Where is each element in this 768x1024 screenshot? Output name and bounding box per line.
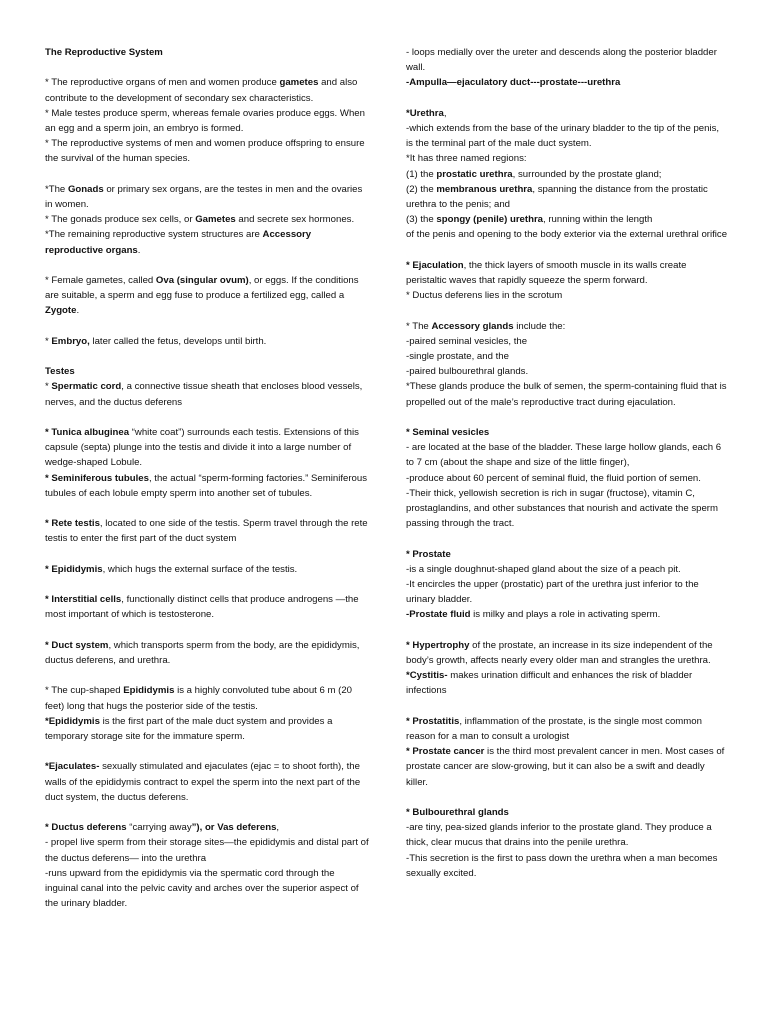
text-run: * Ductus deferens lies in the scrotum	[406, 290, 563, 302]
paragraph	[45, 106, 370, 136]
bold-term: * Tunica albuginea	[45, 426, 130, 438]
bold-term: Embryo,	[51, 335, 90, 347]
paragraph	[45, 516, 370, 546]
text-run: , which transports sperm from the body, are the epididymis, ductus deferens, and urethra.	[45, 639, 360, 666]
paragraph	[45, 182, 370, 212]
paragraph	[406, 471, 728, 486]
paragraph	[406, 851, 728, 881]
bold-term: * Prostate	[406, 548, 451, 560]
paragraph	[406, 486, 728, 532]
text-run: , inflammation of the prostate, is the single most common reason for a man to consult a urologist	[406, 715, 702, 743]
text-run: * The reproductive systems of men and women produce offspring to ensure the survival of the human species.	[45, 138, 365, 165]
text-run: is the first part of the male duct system and provides a temporary storage site for the immature sperm.	[45, 715, 333, 742]
bold-term: * Ejaculation	[406, 259, 464, 271]
bold-term: * Duct system	[45, 639, 109, 651]
text-run: *These glands produce the bulk of semen, the sperm-containing fluid that is propelled out of the male’s reproductive tract during ejaculation.	[406, 381, 727, 408]
text-run: -is a single doughnut-shaped gland about the size of a peach pit.	[406, 563, 681, 575]
paragraph	[45, 212, 370, 227]
paragraph	[406, 547, 728, 562]
text-run: , functionally distinct cells that produce androgens —the most important of which is testosterone.	[45, 594, 359, 621]
text-run: is the third most prevalent cancer in men. Most cases of prostate cancer are slow-growing, but it can also be a swift and deadly killer.	[406, 746, 725, 788]
text-run: *	[45, 335, 52, 347]
paragraph	[406, 379, 728, 409]
bold-term: * Interstitial cells	[45, 594, 122, 606]
paragraph	[406, 106, 728, 121]
paragraph	[45, 820, 370, 835]
paragraph	[406, 121, 728, 151]
text-run: *The	[45, 183, 68, 195]
paragraph	[45, 471, 370, 501]
paragraph	[406, 212, 728, 227]
left-column	[45, 45, 370, 911]
bold-term: ”), or Vas deferens	[191, 822, 277, 834]
bold-term: * Rete testis	[45, 518, 100, 530]
paragraph	[45, 835, 370, 865]
text-run: * The	[406, 320, 432, 332]
bold-term: Accessory reproductive organs	[45, 229, 312, 256]
text-run: (2) the	[406, 183, 437, 195]
text-run: - are located at the base of the bladder. These large hollow glands, each 6 to 7 cm (about the shape and size of the little finger),	[406, 442, 722, 469]
text-run: is milky and plays a role in activating sperm.	[470, 609, 661, 621]
text-run: , a connective tissue sheath that encloses blood vessels, nerves, and the ductus deferens	[45, 381, 363, 408]
text-run: later called the fetus, develops until birth.	[89, 335, 267, 347]
paragraph	[406, 638, 728, 668]
paragraph	[45, 562, 370, 577]
text-run: (3) the	[406, 214, 437, 226]
paragraph	[406, 562, 728, 577]
text-run: ,	[443, 107, 447, 119]
text-run: include the:	[513, 320, 566, 332]
text-run: -single prostate, and the	[406, 351, 509, 363]
text-run: , spanning the distance from the prostatic urethra to the penis; and	[406, 183, 708, 211]
text-run: -are tiny, pea-sized glands inferior to the prostate gland. They produce a thick, clear mucus that drains into the penile urethra.	[406, 822, 712, 849]
bold-term: Accessory glands	[431, 320, 514, 332]
paragraph	[406, 820, 728, 850]
text-run: - loops medially over the ureter and descends along the posterior bladder wall.	[406, 47, 717, 74]
paragraph	[406, 151, 728, 166]
paragraph	[406, 714, 728, 744]
paragraph	[406, 425, 728, 440]
paragraph	[45, 425, 370, 471]
bold-term: -Ampulla—ejaculatory duct---prostate---urethra	[406, 77, 621, 89]
text-run: of the penis and opening to the body exterior via the external urethral orifice	[406, 229, 728, 241]
paragraph	[45, 592, 370, 622]
bold-term: The Reproductive System	[45, 47, 163, 58]
paragraph	[45, 364, 370, 379]
paragraph	[406, 668, 728, 698]
paragraph	[45, 334, 370, 349]
text-run: * The cup-shaped	[45, 685, 124, 697]
text-run: “white coat”) surrounds each testis. Extensions of this capsule (septa) plunge into the testis and divide it into a large number of wedge-shaped Lobule.	[45, 426, 359, 469]
bold-term: * Seminiferous tubules	[45, 472, 149, 484]
bold-term: Gonads	[67, 183, 104, 195]
paragraph	[406, 607, 728, 622]
bold-term: *Ejaculates-	[45, 761, 100, 773]
bold-term: gametes	[279, 77, 319, 89]
bold-term: * Prostatitis	[406, 715, 460, 727]
text-run: -paired seminal vesicles, the	[406, 335, 528, 347]
paragraph	[406, 577, 728, 607]
right-column	[406, 45, 728, 881]
text-run: * The reproductive organs of men and women produce	[45, 77, 280, 89]
paragraph	[406, 805, 728, 820]
text-run: ,	[276, 822, 280, 834]
paragraph	[45, 227, 370, 257]
bold-term: * Seminal vesicles	[406, 427, 490, 439]
text-run: , which hugs the external surface of the testis.	[102, 563, 298, 575]
bold-term: -Prostate fluid	[406, 609, 471, 621]
bold-term: Ova (singular ovum)	[155, 275, 249, 286]
paragraph	[406, 227, 728, 242]
bold-term: * Bulbourethral glands	[406, 807, 509, 819]
paragraph	[45, 866, 370, 912]
text-run: *The remaining reproductive system structures are	[45, 229, 263, 241]
text-run: -runs upward from the epididymis via the spermatic cord through the inguinal canal into the pelvic cavity and arches over the superior aspect of the urinary bladder.	[45, 867, 359, 910]
text-run: , the thick layers of smooth muscle in its walls create peristaltic waves that rapidly squeeze the sperm forward.	[406, 259, 687, 287]
text-run: -Their thick, yellowish secretion is rich in sugar (fructose), vitamin C, prostaglandins, and other substances that nourish and activate the sperm passing through the tract.	[406, 487, 718, 530]
bold-term: * Ductus deferens	[45, 822, 127, 834]
text-run: , the actual “sperm-forming factories.” Seminiferous tubules of each lobule empty sperm into another set of tubules.	[45, 472, 368, 499]
paragraph	[406, 258, 728, 288]
paragraph	[406, 288, 728, 303]
bold-term: membranous urethra	[436, 183, 533, 195]
bold-term: spongy (penile) urethra	[436, 214, 544, 226]
paragraph	[45, 379, 370, 409]
bold-term: Testes	[45, 366, 75, 378]
text-run: and also contribute to the development of secondary sex characteristics.	[45, 77, 358, 104]
text-run: , located to one side of the testis. Sperm travel through the rete testis to enter the first part of the duct system	[45, 518, 368, 545]
text-run: “carrying away	[126, 822, 192, 834]
paragraph	[406, 364, 728, 379]
paragraph	[406, 349, 728, 364]
bold-term: *Urethra	[406, 107, 444, 119]
text-run: of the prostate, an increase in its size independent of the body’s growth, affects nearly every older man and strangles the urethra.	[406, 639, 713, 667]
text-run: (1) the	[406, 168, 437, 180]
bold-term: * Prostate cancer	[406, 746, 485, 758]
paragraph	[406, 334, 728, 349]
text-run: or primary sex organs, are the testes in men and the ovaries in women.	[45, 183, 363, 210]
paragraph	[406, 319, 728, 334]
text-run: * The gonads produce sex cells, or	[45, 214, 196, 226]
text-run: sexually stimulated and ejaculates (ejac = to shoot forth), the walls of the epididymis contract to expel the sperm into the next part of the duct system, the ductus deferens.	[45, 761, 361, 803]
paragraph	[406, 440, 728, 470]
paragraph	[45, 75, 370, 105]
text-run: makes urination difficult and enhances the risk of bladder infections	[406, 670, 693, 697]
bold-term: *Cystitis-	[406, 670, 448, 682]
bold-term: * Epididymis	[45, 563, 103, 575]
paragraph	[45, 273, 370, 319]
text-run: .	[76, 305, 80, 317]
text-run: -produce about 60 percent of seminal fluid, the fluid portion of semen.	[406, 472, 701, 484]
paragraph	[45, 714, 370, 744]
text-run: *It has three named regions:	[406, 153, 527, 165]
paragraph	[406, 45, 728, 75]
text-run: , or eggs. If the conditions are suitable, a sperm and egg fuse to produce a fertilized egg, called a	[45, 275, 359, 302]
paragraph	[45, 683, 370, 713]
text-run: - propel live sperm from their storage sites—the epididymis and distal part of the ductus deferens— into the urethra	[45, 837, 369, 864]
bold-term: Spermatic cord	[51, 381, 122, 393]
bold-term: * Hypertrophy	[406, 639, 470, 651]
text-run: *	[45, 381, 52, 393]
bold-term: Zygote	[45, 305, 77, 317]
text-run: * Female gametes, called	[45, 275, 156, 286]
text-run: , running within the length	[543, 214, 653, 226]
paragraph	[406, 75, 728, 90]
bold-term: *Epididymis	[45, 715, 100, 727]
text-run: is a highly convoluted tube about 6 m (20 feet) long that hugs the posterior side of the testis.	[45, 685, 353, 712]
text-run: , surrounded by the prostate gland;	[512, 168, 662, 180]
bold-term: Epididymis	[123, 685, 175, 697]
paragraph	[45, 638, 370, 668]
text-run: and secrete sex hormones.	[235, 214, 355, 226]
text-run: -paired bulbourethral glands.	[406, 366, 529, 378]
bold-term: Gametes	[195, 214, 236, 226]
paragraph	[45, 136, 370, 166]
paragraph	[406, 744, 728, 790]
paragraph	[45, 759, 370, 805]
text-run: -This secretion is the first to pass down the urethra when a man becomes sexually excited.	[406, 852, 718, 879]
text-run: -which extends from the base of the urinary bladder to the tip of the penis, is the terminal part of the male duct system.	[406, 123, 720, 150]
text-run: .	[137, 244, 141, 256]
paragraph	[406, 182, 728, 212]
bold-term: prostatic urethra	[436, 168, 513, 180]
text-run: * Male testes produce sperm, whereas female ovaries produce eggs. When an egg and a sperm join, an embryo is formed.	[45, 107, 365, 134]
paragraph	[406, 167, 728, 182]
paragraph	[45, 45, 370, 60]
text-run: -It encircles the upper (prostatic) part of the urethra just inferior to the urinary bladder.	[406, 579, 699, 606]
